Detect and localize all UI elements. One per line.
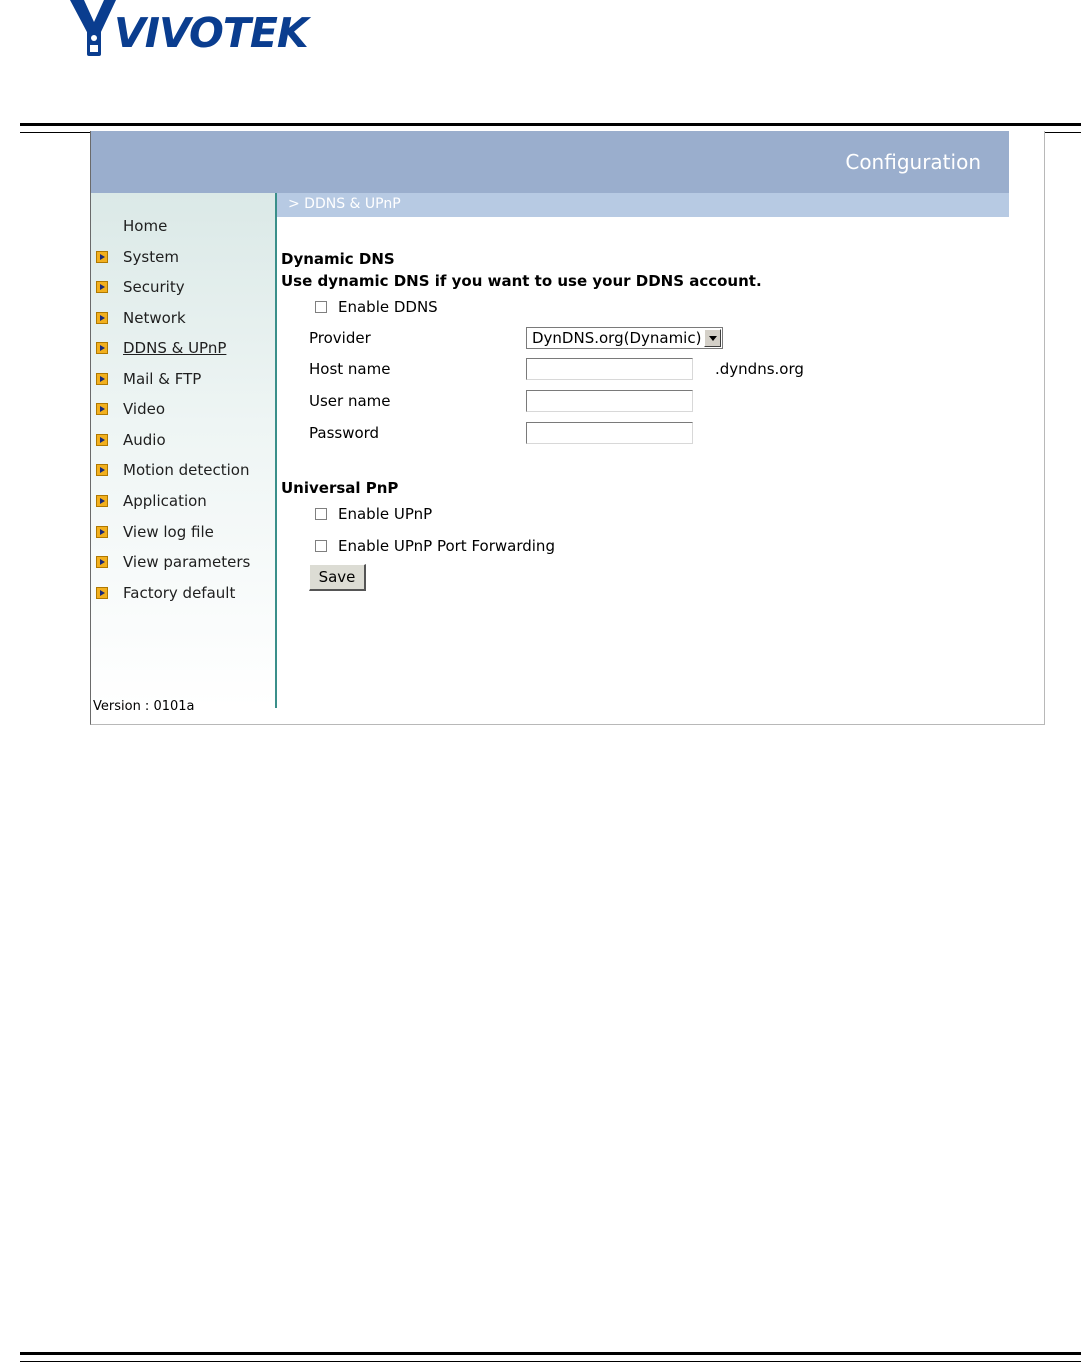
enable-ddns-checkbox[interactable] bbox=[315, 301, 327, 313]
sidebar-item-label: Mail & FTP bbox=[123, 370, 202, 388]
password-label: Password bbox=[309, 424, 380, 442]
sidebar-item-label: Application bbox=[123, 492, 207, 510]
sidebar-item-motion-detection[interactable] bbox=[91, 459, 275, 483]
provider-select-value: DynDNS.org(Dynamic) bbox=[532, 329, 702, 347]
sidebar-item-system[interactable] bbox=[91, 246, 275, 270]
sidebar-item-view-parameters[interactable] bbox=[91, 551, 275, 575]
hostname-suffix: .dyndns.org bbox=[715, 360, 804, 378]
breadcrumb-bar bbox=[277, 193, 1009, 217]
username-input[interactable] bbox=[526, 390, 693, 412]
arrow-right-icon bbox=[96, 556, 108, 568]
sidebar-item-factory-default[interactable] bbox=[91, 582, 275, 606]
sidebar-item-home[interactable] bbox=[91, 215, 275, 239]
version-text: Version : 0101a bbox=[93, 699, 195, 714]
sidebar-item-security[interactable] bbox=[91, 276, 275, 300]
sidebar-item-label: DDNS & UPnP bbox=[123, 339, 227, 357]
arrow-right-icon bbox=[96, 373, 108, 385]
sidebar-item-label: System bbox=[123, 248, 179, 266]
arrow-right-icon bbox=[96, 495, 108, 507]
page-title: Configuration bbox=[845, 150, 981, 174]
sidebar-item-label: Video bbox=[123, 400, 166, 418]
sidebar-item-label: Security bbox=[123, 278, 185, 296]
sidebar-item-label: Home bbox=[123, 217, 168, 235]
logo-wordmark: VIVOTEK bbox=[114, 9, 308, 57]
sidebar-item-label: Factory default bbox=[123, 584, 236, 602]
sidebar-item-ddns-upnp[interactable] bbox=[91, 337, 275, 361]
sidebar-item-label: View log file bbox=[123, 523, 214, 541]
header-banner bbox=[91, 131, 1009, 193]
sidebar-item-label: Audio bbox=[123, 431, 166, 449]
sidebar-item-label: View parameters bbox=[123, 553, 251, 571]
arrow-right-icon bbox=[96, 434, 108, 446]
vivotek-logo bbox=[70, 0, 332, 62]
arrow-right-icon bbox=[96, 587, 108, 599]
username-label: User name bbox=[309, 392, 391, 410]
sidebar-item-audio[interactable] bbox=[91, 429, 275, 453]
chevron-down-icon[interactable] bbox=[704, 329, 721, 347]
enable-upnp-checkbox[interactable] bbox=[315, 508, 327, 520]
save-button[interactable]: Save bbox=[309, 564, 366, 591]
enable-upnp-port-forwarding-label: Enable UPnP Port Forwarding bbox=[338, 537, 555, 555]
sidebar bbox=[91, 193, 277, 714]
ddns-section-title: Dynamic DNS bbox=[281, 250, 395, 268]
sidebar-item-application[interactable] bbox=[91, 490, 275, 514]
sidebar-item-video[interactable] bbox=[91, 398, 275, 422]
arrow-right-icon bbox=[96, 251, 108, 263]
sidebar-item-mail-ftp[interactable] bbox=[91, 368, 275, 392]
arrow-right-icon bbox=[96, 281, 108, 293]
sidebar-item-network[interactable] bbox=[91, 307, 275, 331]
arrow-right-icon bbox=[96, 464, 108, 476]
arrow-right-icon bbox=[96, 342, 108, 354]
hostname-input[interactable] bbox=[526, 358, 693, 380]
configuration-frame bbox=[90, 131, 1045, 725]
sidebar-item-label: Motion detection bbox=[123, 461, 250, 479]
provider-label: Provider bbox=[309, 329, 371, 347]
sidebar-item-label: Network bbox=[123, 309, 186, 327]
arrow-right-icon bbox=[96, 312, 108, 324]
upnp-section-title: Universal PnP bbox=[281, 479, 399, 497]
enable-ddns-label: Enable DDNS bbox=[338, 298, 438, 316]
footer-rule bbox=[20, 1352, 1081, 1362]
password-input[interactable] bbox=[526, 422, 693, 444]
arrow-right-icon bbox=[96, 526, 108, 538]
enable-upnp-label: Enable UPnP bbox=[338, 505, 433, 523]
breadcrumb: > DDNS & UPnP bbox=[288, 196, 401, 212]
enable-upnp-port-forwarding-checkbox[interactable] bbox=[315, 540, 327, 552]
ddns-description: Use dynamic DNS if you want to use your DDNS account. bbox=[281, 272, 762, 290]
arrow-right-icon bbox=[96, 403, 108, 415]
hostname-label: Host name bbox=[309, 360, 391, 378]
sidebar-item-view-log-file[interactable] bbox=[91, 521, 275, 545]
provider-select[interactable] bbox=[526, 327, 723, 349]
